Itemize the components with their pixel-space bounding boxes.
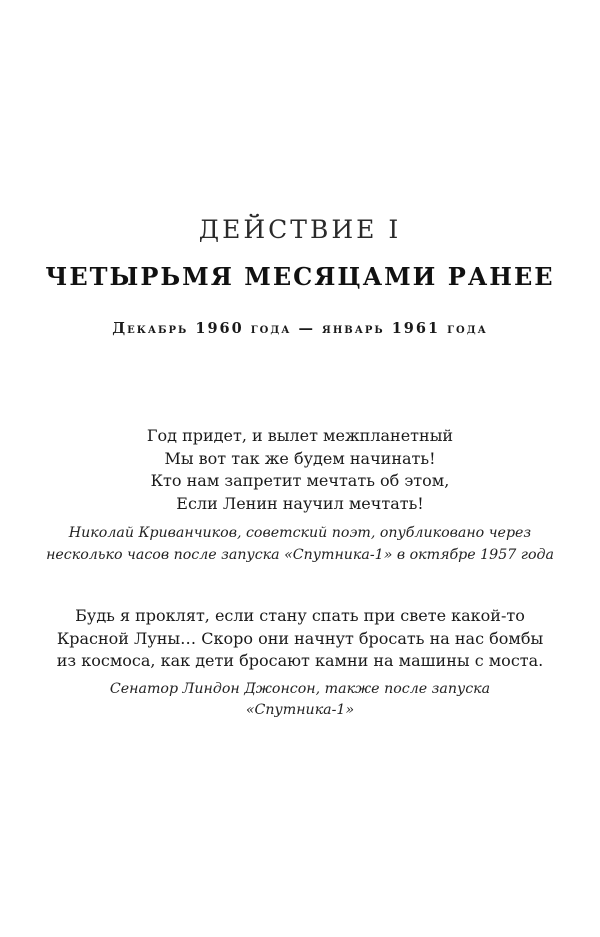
attribution-line: Сенатор Линдон Джонсон, также после запуска (109, 680, 491, 697)
quote-line: из космоса, как дети бросают камни на машины с моста. (56, 651, 544, 670)
attribution-line: «Спутника-1» (245, 702, 355, 718)
part-title: ЧЕТЫРЬМЯ МЕСЯЦАМИ РАНЕЕ (45, 262, 555, 291)
poem-line: Мы вот так же будем начинать! (164, 448, 436, 468)
poem-attribution (30, 523, 570, 566)
poem-line: Если Ленин научил мечтать! (176, 493, 424, 513)
attribution-line: Николай Криванчиков, советский поэт, опубликовано через (68, 525, 532, 541)
poem-line: Кто нам запретит мечтать об этом, (150, 471, 450, 490)
epigraph-poem (30, 425, 570, 566)
quote-line: Будь я проклят, если стану спать при свете какой-то (75, 606, 525, 625)
quote-attribution (30, 679, 570, 722)
attribution-line: несколько часов после запуска «Спутника-1» в октябре 1957 года (46, 546, 554, 563)
epigraph-quote (30, 605, 570, 722)
poem-line: Год придет, и вылет межпланетный (146, 426, 454, 445)
date-range-subtitle: Декабрь 1960 года — январь 1961 года (112, 320, 488, 337)
quote-line: Красной Луны… Скоро они начнут бросать на нас бомбы (56, 628, 544, 648)
act-title: ДЕЙСТВИЕ I (198, 215, 402, 244)
